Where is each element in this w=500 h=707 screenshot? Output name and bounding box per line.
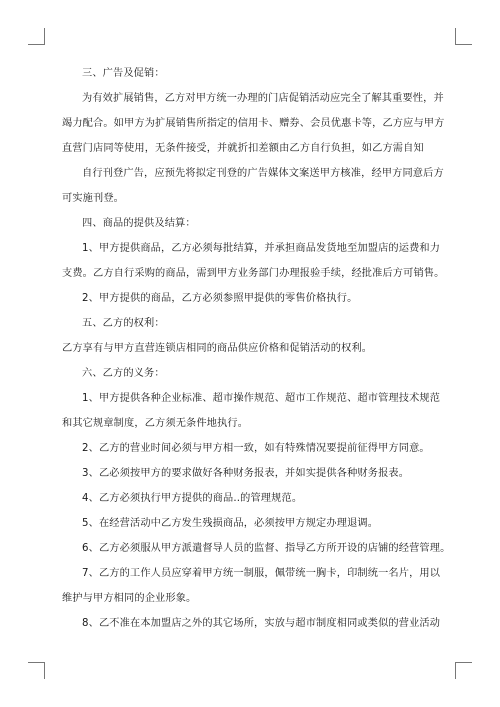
paragraph-line: 4、乙方必须执行甲方提供的商品..的管理规范。 (82, 493, 303, 504)
paragraph-line: 竭力配合。如甲方为扩展销售所指定的信用卡、赠券、会员优惠卡等，乙方应与甲方 (62, 118, 445, 129)
paragraph-line: 支费。乙方自行采购的商品，需到甲方业务部门办理报验手续，经批准后方可销售。 (62, 268, 445, 279)
paragraph-line: 和其它规章制度，乙方须无条件地执行。 (62, 418, 249, 429)
paragraph-line: 乙方享有与甲方直营连锁店相同的商品供应价格和促销活动的权利。 (62, 343, 373, 354)
paragraph-line: 7、乙方的工作人员应穿着甲方统一制服，佩带统一胸卡，印制统一名片，用以 (82, 568, 441, 579)
paragraph-line: 维护与甲方相同的企业形象。 (62, 593, 197, 604)
crop-mark-bottom-left (28, 662, 45, 679)
paragraph-line: 5、在经营活动中乙方发生残损商品，必须按甲方规定办理退调。 (82, 518, 379, 529)
paragraph-line: 1、甲方提供商品，乙方必须每批结算，并承担商品发货地至加盟店的运费和力 (82, 243, 441, 254)
section-heading-advertising: 三、广告及促销： (82, 68, 165, 79)
paragraph-line: 1、甲方提供各种企业标准、超市操作规范、超市工作规范、超市管理技术规范 (82, 393, 441, 404)
section-heading-goods: 四、商品的提供及结算： (82, 218, 196, 229)
section-heading-rights: 五、乙方的权利： (82, 318, 165, 329)
paragraph-line: 2、甲方提供的商品，乙方必须参照甲提供的零售价格执行。 (82, 293, 358, 304)
paragraph-line: 为有效扩展销售，乙方对甲方统一办理的门店促销活动应完全了解其重要性，并 (82, 93, 444, 104)
crop-mark-bottom-right (455, 662, 472, 679)
paragraph-line: 可实施刊登。 (62, 193, 125, 204)
crop-mark-top-right (455, 28, 472, 45)
paragraph-line: 自行刊登广告，应预先将拟定刊登的广告媒体文案送甲方核准，经甲方同意后方 (82, 168, 444, 179)
document-body (62, 65, 451, 632)
crop-mark-top-left (28, 28, 45, 45)
paragraph-line: 3、乙必须按甲方的要求做好各种财务报表，并如实提供各种财务报表。 (82, 468, 410, 479)
section-heading-obligations: 六、乙方的义务： (82, 368, 165, 379)
paragraph-line: 直营门店同等使用，无条件接受，并就折扣差额由乙方自行负担，如乙方需自知 (62, 143, 424, 154)
paragraph-line: 6、乙方必须服从甲方派遣督导人员的监督、指导乙方所开设的店铺的经营管理。 (82, 543, 451, 554)
paragraph-line: 8、乙不准在本加盟店之外的其它场所，实放与超市制度相同或类似的营业活动 (82, 618, 441, 629)
paragraph-line: 2、乙方的营业时间必须与甲方相一致，如有特殊情况要提前征得甲方同意。 (82, 443, 430, 454)
